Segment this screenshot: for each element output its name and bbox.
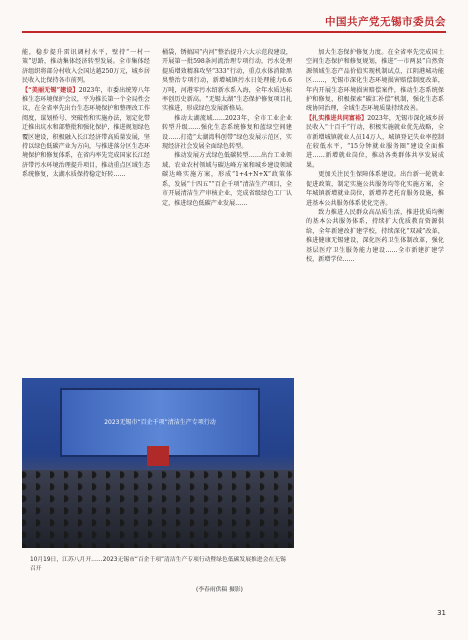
photo-credit: (李春雨供稿 摄影) [196, 587, 243, 593]
screen-text: 2023无锡市“百企千项”清洁生产专项行动 [104, 419, 216, 427]
text-column-2 [162, 48, 292, 362]
audience [22, 470, 294, 548]
header-rule [22, 31, 446, 33]
paragraph: 2023年，市委出统筹八年推生态环境保护会议，平为推长第一个全局性会议，在全省率先出台生态环境保护和整理改工作阅度，谋划桥号、突破性和实施办法，划定化带迁推出坑水和部整批和强化保护，推进规划绿色覆区建设，积极融入长江经济带高质量发展，坚持以绿色低碳产业为方向，与推进落分区生态环境保护和修复体系，在省内率先完成国家长江经济带污水环境治理提升项目，推动重点区域生态系统修复，太湖水质保持稳定好转…… [22, 86, 150, 179]
photo-caption: 10月19日，江苏八月开……2023无锡市“百企千项”清洁生产专项行动暨绿色低碳发展推进会在无锡召开 [30, 557, 286, 572]
page-number: 31 [437, 609, 446, 617]
text-column-3 [306, 48, 444, 580]
section-lead: 【“美丽无锡”建设】 [22, 86, 79, 94]
paragraph: 更加关注民生保障体系建设。出台新一轮就业促进政策，制定实施公共服务均等化实施方案，全年城镇新增就业岗位，新增养老托育服务设施，推进基本公共服务体系优化完善。 [306, 171, 444, 207]
text-column-1 [22, 48, 150, 424]
paragraph: 致力推进人民群众高品质生活，推进优质均衡的基本公共服务体系，持续扩大优质教育资源供给，全年新建改扩建学校，持续深化“双减”改革，推进健康无锡建设，深化医药卫生体制改革，强化基层医疗卫生服务能力建设……全市新建扩建学校，新增学位…… [306, 208, 444, 263]
conference-photo [22, 378, 294, 548]
paragraph: 推动发展方式绿色低碳转型……出台工业领域、农业农村领域与碳达峰方案和城乡建设领域碳达峰实施方案，形成“1+4+N+X”政策体系，发展“十四五”“百企千项”清洁生产项目，全市开展清洁生产审核企业，完成省级绿色工厂认定，推进绿色低碳产业发展…… [162, 152, 292, 207]
paragraph: 推动太湖流域……2023年，全市工业企业转型升级……强化生态系统修复和蓝绿空间建设……打造“太湖湾科创带”绿色发展示范区，实现经济社会发展全面绿色转型。 [162, 114, 292, 151]
paragraph: 桶袋，锈搞国“内河”整治提升六大示范段建设，开展第一批598条河流治理专项行动，污水处理提质增效精准攻坚“333”行动，重点水体消除黑臭整治专项行动，新增城镇污水日处理能力6.6万吨，河港零污水绍新水系入海，全年水质达标率创历史新高。“无锡太湖”生态保护修复项目扎实推进，形成绿色发展新格局。 [162, 49, 292, 113]
paragraph: 2023年，无锡市深化城乡居民收入“十百千”行动，积极实施就业优先战略，全市新增城镇就业人员14万人，城镇登记失业率控制在较低水平，“15分钟就业服务圈”建设全面推进……新增就业岗位，推动各类群体共享发展成果。 [306, 114, 444, 169]
header-title: 中国共产党无锡市委员会 [325, 16, 446, 28]
paragraph: 能，稳步提升雷讯调村水平，壁持“一村一策”思路，推动集体经济转型发展。全市集体经济组织将部分村收入会国达越250万元，城乡居民收入比保持各市前列。 [22, 49, 150, 85]
section-lead: 【扎实推进共同富裕】 [306, 114, 368, 122]
podium [147, 446, 169, 466]
paragraph: 加大生态保护修复力度。在全省率先完成国土空间生态保护和修复规划，推进“一市两县”自然资源领域生态产品价值实现机制试点，江阴港城功能区……，无锡市深化生态环境损害赔偿制度改革，年内开展生态环境损害赔偿案件，推动生态系统保护和修复，积极探索“碳汇补偿”机制，强化生态系统协同治理，全域生态环境质量持续改善。 [306, 49, 444, 113]
